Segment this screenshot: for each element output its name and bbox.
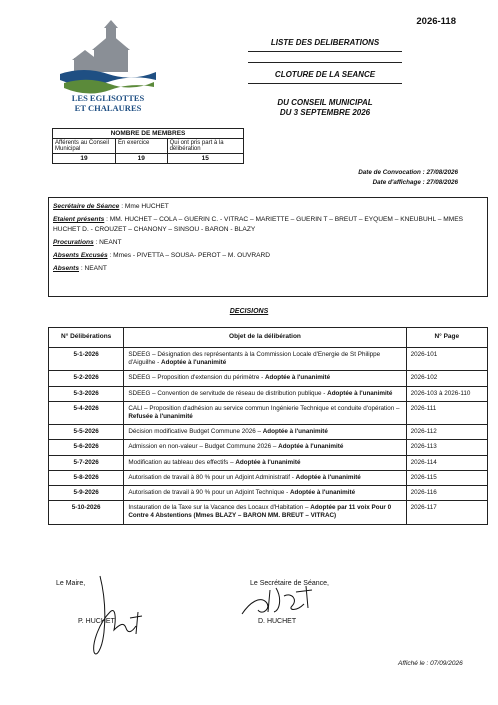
deliberation-number: 5-4-2026 xyxy=(49,401,124,424)
table-row xyxy=(49,401,488,424)
table-row xyxy=(49,455,488,470)
page-number: 2026-116 xyxy=(406,486,487,501)
deliberation-outcome: Adoptée à l'unanimité xyxy=(327,389,393,397)
deliberation-subject: Modification au tableau des effectifs – Adoptée à l'unanimité xyxy=(124,455,406,470)
title-closing: CLOTURE DE LA SEANCE xyxy=(255,70,395,80)
title-council-date: DU CONSEIL MUNICIPAL DU 3 SEPTEMBRE 2026 xyxy=(277,98,373,117)
page-number: 2026-115 xyxy=(406,470,487,485)
logo-line-2: ET CHALAURES xyxy=(74,103,142,113)
members-value-afferents: 19 xyxy=(53,154,116,164)
table-row xyxy=(49,486,488,501)
excused-row: Absents Excusés : Mmes - PIVETTA – SOUSA- PEROT – M. OUVRARD xyxy=(53,252,271,259)
table-row xyxy=(49,425,488,440)
deliberation-number: 5-7-2026 xyxy=(49,455,124,470)
logo-wordmark xyxy=(48,93,168,113)
document-number: 2026-118 xyxy=(416,16,456,27)
members-value-participants: 15 xyxy=(167,154,243,164)
table-row xyxy=(49,501,488,524)
deliberation-outcome: Adoptée à l'unanimité xyxy=(235,458,301,466)
secretary-name: D. HUCHET xyxy=(258,618,297,625)
session-box xyxy=(48,197,488,297)
deliberation-outcome: Refusée à l'unanimité xyxy=(128,413,193,421)
posting-date: Date d'affichage : 27/08/2026 xyxy=(372,179,458,186)
deliberation-number: 5-10-2026 xyxy=(49,501,124,524)
decisions-heading: DECISIONS xyxy=(229,308,269,315)
page-number: 2026-101 xyxy=(406,348,487,371)
deliberation-subject: Autorisation de travail à 80 % pour un Adjoint Administratif - Adoptée à l'unanimité xyxy=(124,470,406,485)
members-heading: NOMBRE DE MEMBRES xyxy=(53,129,244,139)
mayor-label: Le Maire, xyxy=(56,580,86,587)
logo-line-1: LES EGLISOTTES xyxy=(71,93,145,103)
members-col-exercice: En exercice xyxy=(116,139,168,154)
page-number: 2026-117 xyxy=(406,501,487,524)
secretary-signature xyxy=(236,582,326,622)
col-header-subject: Objet de la délibération xyxy=(124,328,406,348)
table-row xyxy=(49,440,488,455)
table-row xyxy=(49,386,488,401)
mayor-signature xyxy=(86,572,156,662)
members-col-afferents: Afférents au Conseil Municipal xyxy=(53,139,116,154)
table-row xyxy=(49,371,488,386)
posted-date: Affiché le : 07/09/2026 xyxy=(398,660,463,667)
deliberation-number: 5-3-2026 xyxy=(49,386,124,401)
deliberation-outcome: Adoptée à l'unanimité xyxy=(295,473,361,481)
secretary-row: Secrétaire de Séance : Mme HUCHET xyxy=(53,203,169,210)
municipality-logo xyxy=(54,20,162,130)
decisions-table xyxy=(48,327,488,525)
deliberation-subject: SDEEG – Convention de servitude de réseau de distribution publique - Adoptée à l'unanimité xyxy=(124,386,406,401)
title-list-deliberations: LISTE DES DELIBERATIONS xyxy=(255,38,395,48)
deliberation-outcome: Adoptée par 11 voix Pour 0 Contre 4 Abstentions (Mmes BLAZY – BARON MM. BREUT – VITRAC) xyxy=(128,504,392,520)
col-header-number: N° Délibérations xyxy=(49,328,124,348)
page-number: 2026-112 xyxy=(406,425,487,440)
dates-block xyxy=(300,168,458,188)
convocation-date: Date de Convocation : 27/08/2026 xyxy=(358,169,458,176)
table-row xyxy=(49,470,488,485)
deliberation-number: 5-9-2026 xyxy=(49,486,124,501)
deliberation-subject: SDEEG – Désignation des représentants à la Commission Locale d'Energie de St Philippe d'Aiguilhe - Adoptée à l'unanimité xyxy=(124,348,406,371)
deliberation-outcome: Adoptée à l'unanimité xyxy=(161,359,227,367)
members-col-participants: Qui ont pris part à la délibération xyxy=(167,139,243,154)
mayor-name: P. HUCHET xyxy=(78,618,115,625)
deliberation-subject: Admission en non-valeur – Budget Commune 2026 – Adoptée à l'unanimité xyxy=(124,440,406,455)
proxies-row: Procurations : NEANT xyxy=(53,239,122,246)
deliberation-outcome: Adoptée à l'unanimité xyxy=(264,374,331,382)
absent-row: Absents : NEANT xyxy=(53,265,107,272)
deliberation-subject: Instauration de la Taxe sur la Vacance des Locaux d'Habitation – Adoptée par 11 voix Pour 0 Contre 4 Abstentions (Mmes BLAZY – BARON MM. BREUT – VITRAC) xyxy=(124,501,406,524)
page-number: 2026-113 xyxy=(406,440,487,455)
deliberation-outcome: Adoptée à l'unanimité xyxy=(278,443,344,451)
deliberation-number: 5-5-2026 xyxy=(49,425,124,440)
table-row xyxy=(49,348,488,371)
deliberation-subject: Autorisation de travail à 90 % pour un Adjoint Technique - Adoptée à l'unanimité xyxy=(124,486,406,501)
deliberation-subject: Décision modificative Budget Commune 2026 – Adoptée à l'unanimité xyxy=(124,425,406,440)
secretary-label: Le Secrétaire de Séance, xyxy=(250,580,329,587)
deliberation-number: 5-2-2026 xyxy=(49,371,124,386)
page-number: 2026-111 xyxy=(406,401,487,424)
page-number: 2026-114 xyxy=(406,455,487,470)
page-number: 2026-103 à 2026-110 xyxy=(406,386,487,401)
present-row: Etaient présents : MM. HUCHET – COLA – GUERIN C. - VITRAC – MARIETTE – GUERIN T – BREUT – EYQUEM – KNEUBUHL – MMES HUCHET D. - CROUZET – CHANONY – SINSOU - BARON - BLAZY xyxy=(53,216,464,233)
members-value-exercice: 19 xyxy=(116,154,168,164)
deliberation-number: 5-6-2026 xyxy=(49,440,124,455)
col-header-page: N° Page xyxy=(406,328,487,348)
deliberation-outcome: Adoptée à l'unanimité xyxy=(289,489,356,497)
deliberation-subject: SDEEG – Proposition d'extension du périmètre - Adoptée à l'unanimité xyxy=(124,371,406,386)
deliberation-number: 5-8-2026 xyxy=(49,470,124,485)
page-number: 2026-102 xyxy=(406,371,487,386)
deliberation-number: 5-1-2026 xyxy=(49,348,124,371)
deliberation-outcome: Adoptée à l'unanimité xyxy=(262,428,328,436)
members-table xyxy=(52,128,244,164)
deliberation-subject: CALI – Proposition d'adhésion au service commun Ingénierie Technique et conduite d'opération – Refusée à l'unanimité xyxy=(124,401,406,424)
